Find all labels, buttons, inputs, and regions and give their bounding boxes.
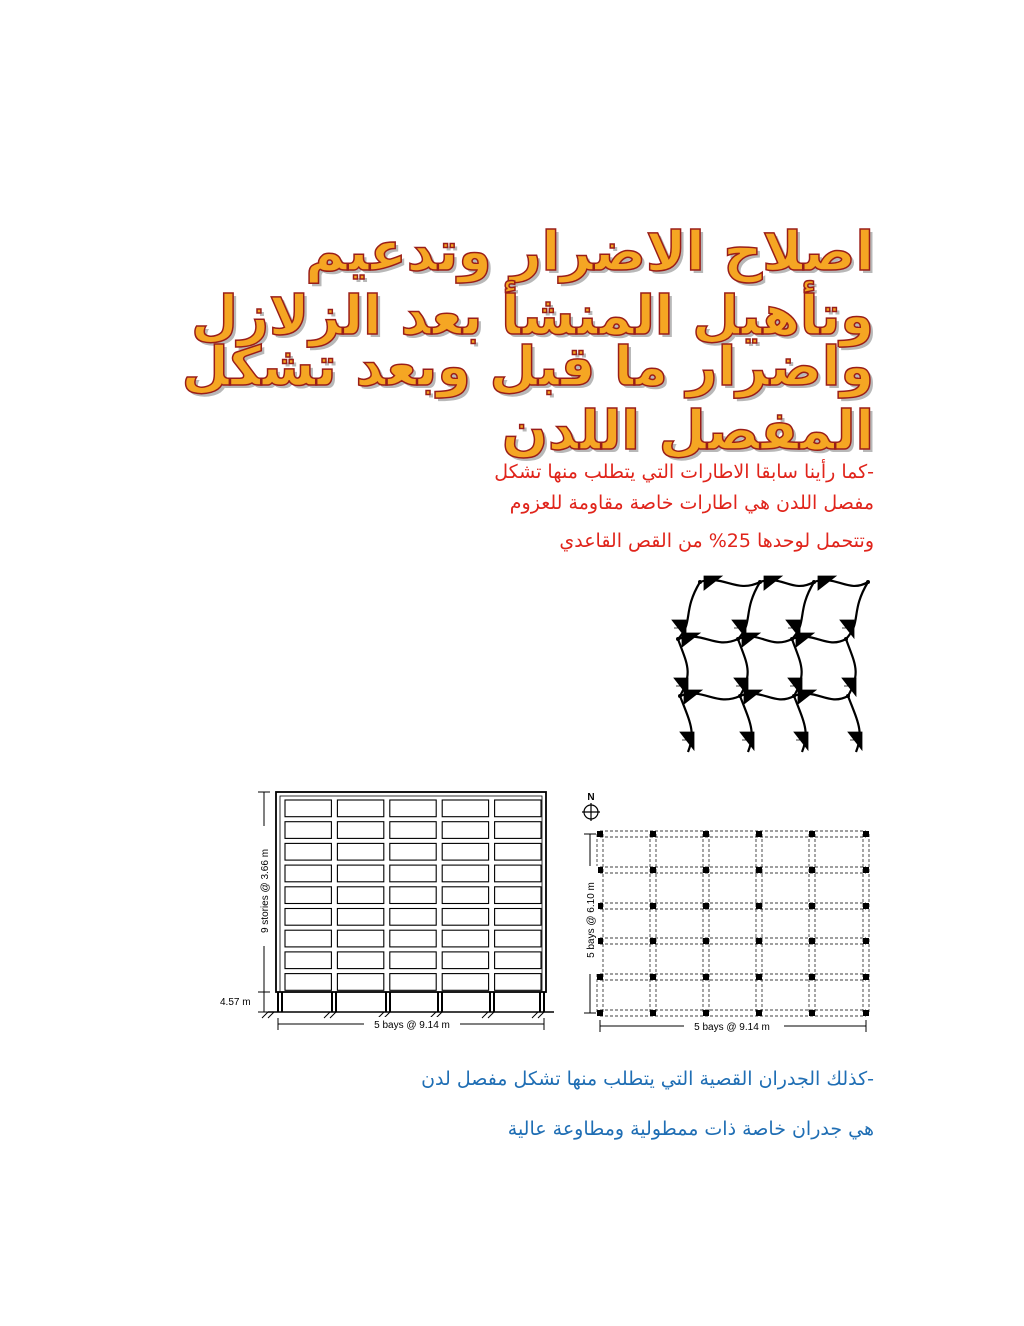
elevation-panel — [337, 822, 383, 839]
building-elevation-figure — [212, 776, 562, 1036]
plan-bay-dim-x: 5 bays @ 9.14 m — [694, 1022, 770, 1033]
plan-column — [650, 974, 656, 980]
deformed-frame-diagram — [664, 572, 874, 757]
plan-column — [650, 938, 656, 944]
paragraph1-line1: -كما رأينا سابقا الاطارات التي يتطلب منها تشكل — [494, 461, 874, 483]
paragraph2-line2: هي جدران خاصة ذات ممطولية ومطاوعة عالية — [507, 1118, 874, 1140]
elevation-panel — [390, 909, 436, 926]
plan-column — [703, 1010, 709, 1016]
title-line-1: اصلاح الاضرار وتدعيم وتأهيل المنشأ بعد الزلازل — [191, 220, 874, 347]
elevation-story-dim: 9 stories @ 3.66 m — [260, 848, 271, 934]
elevation-panel — [285, 865, 331, 882]
elevation-panel — [495, 930, 541, 947]
plan-column — [650, 831, 656, 837]
elevation-panel — [285, 974, 331, 991]
elevation-panel — [390, 800, 436, 817]
elevation-panel — [390, 974, 436, 991]
plan-column — [703, 903, 709, 909]
elevation-panel — [337, 887, 383, 904]
elevation-panel — [337, 909, 383, 926]
plan-column — [756, 867, 762, 873]
elevation-panel — [390, 952, 436, 969]
elevation-panel — [442, 887, 488, 904]
elevation-panel — [442, 800, 488, 817]
elevation-panel — [285, 952, 331, 969]
title-line-2: واضرار ما قبل وبعد تشكل المفصل اللدن — [181, 335, 874, 462]
plan-column — [703, 974, 709, 980]
elevation-panel — [337, 952, 383, 969]
elevation-panel — [442, 930, 488, 947]
paragraph2-line1: -كذلك الجدران القصية التي يتطلب منها تشكل مفصل لدن — [421, 1068, 874, 1090]
elevation-panel — [285, 843, 331, 860]
elevation-bay-dim: 5 bays @ 9.14 m — [374, 1020, 450, 1031]
elevation-panel — [442, 822, 488, 839]
plan-column — [650, 1010, 656, 1016]
plan-column — [650, 903, 656, 909]
north-arrow-icon — [582, 803, 600, 821]
plan-column — [809, 1010, 815, 1016]
elevation-panel — [442, 952, 488, 969]
plan-column — [809, 903, 815, 909]
elevation-ground-dim: 4.57 m — [220, 997, 251, 1008]
elevation-panel — [285, 909, 331, 926]
plan-column — [703, 831, 709, 837]
elevation-panel — [442, 909, 488, 926]
plan-column — [809, 831, 815, 837]
elevation-panel — [442, 843, 488, 860]
elevation-panel — [495, 887, 541, 904]
elevation-panel — [495, 909, 541, 926]
building-plan-figure — [572, 786, 872, 1036]
plan-column — [756, 938, 762, 944]
north-label: N — [587, 792, 595, 803]
plan-columns — [597, 831, 869, 1016]
plan-column — [809, 867, 815, 873]
paragraph1-line3: وتتحمل لوحدها 25% من القص القاعدي — [559, 530, 874, 552]
plan-column — [703, 938, 709, 944]
elevation-panel — [390, 865, 436, 882]
elevation-panels — [285, 800, 541, 990]
plan-column — [756, 903, 762, 909]
elevation-panel — [285, 800, 331, 817]
plan-column — [863, 831, 869, 837]
elevation-panel — [495, 865, 541, 882]
elevation-panel — [495, 974, 541, 991]
plan-column — [809, 974, 815, 980]
plan-column — [863, 867, 869, 873]
plan-column — [863, 938, 869, 944]
elevation-panel — [285, 822, 331, 839]
plan-column — [756, 974, 762, 980]
elevation-panel — [285, 887, 331, 904]
elevation-panel — [337, 800, 383, 817]
elevation-panel — [495, 800, 541, 817]
plan-column — [597, 1010, 603, 1016]
elevation-panel — [495, 822, 541, 839]
elevation-panel — [337, 843, 383, 860]
plan-column — [650, 867, 656, 873]
elevation-panel — [495, 952, 541, 969]
plan-column — [597, 974, 603, 980]
plan-bay-dim-y: 5 bays @ 6.10 m — [586, 882, 597, 958]
elevation-panel — [337, 930, 383, 947]
elevation-panel — [442, 865, 488, 882]
plan-grid — [597, 831, 869, 1016]
plan-column — [756, 1010, 762, 1016]
elevation-panel — [390, 822, 436, 839]
plan-column — [756, 831, 762, 837]
plan-column — [863, 1010, 869, 1016]
elevation-panel — [337, 974, 383, 991]
elevation-panel — [285, 930, 331, 947]
elevation-panel — [495, 843, 541, 860]
plan-column — [863, 903, 869, 909]
plan-column — [863, 974, 869, 980]
plan-column — [809, 938, 815, 944]
elevation-panel — [390, 843, 436, 860]
paragraph1-line2: مفصل اللدن هي اطارات خاصة مقاومة للعزوم — [509, 492, 874, 514]
elevation-panel — [390, 887, 436, 904]
plan-column — [703, 867, 709, 873]
elevation-panel — [442, 974, 488, 991]
plan-column — [597, 831, 603, 837]
elevation-panel — [337, 865, 383, 882]
elevation-panel — [390, 930, 436, 947]
